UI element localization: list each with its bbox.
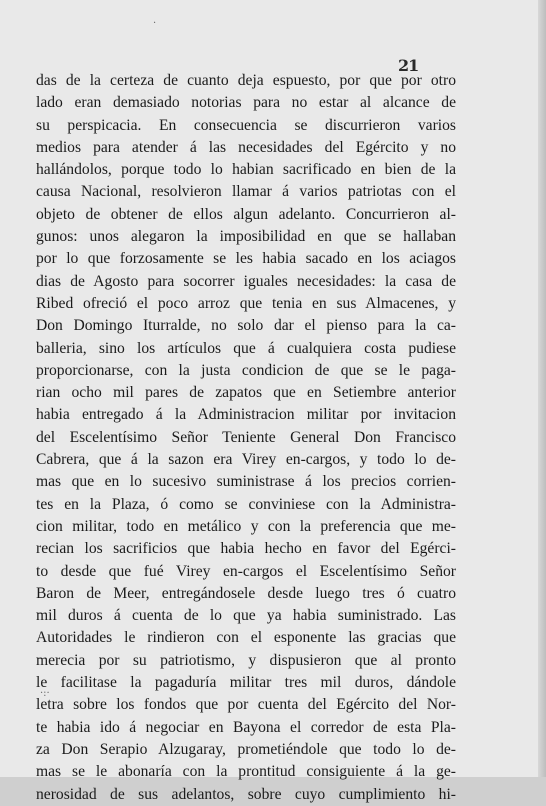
text-line: recian los sacrificios que habia hecho en favor del Egérci-	[36, 540, 456, 558]
text-line: za Don Serapio Alzugaray, prometiéndole que todo lo de-	[36, 740, 456, 758]
text-line: tes en la Plaza, ó como se conviniese con la Administra-	[36, 495, 456, 513]
text-line: gunos: unos alegaron la imposibilidad en que se hallaban	[36, 228, 456, 246]
text-line: dias de Agosto para socorrer iguales necesidades: la casa de	[36, 272, 456, 290]
text-line: te habia ido á negociar en Bayona el corredor de esta Pla-	[36, 718, 456, 736]
text-line: medios para atender á las necesidades del Egército y no	[36, 138, 456, 156]
paper-speck: ·:·	[40, 688, 50, 699]
text-line: merecia por su patriotismo, y dispusieron que al pronto	[36, 651, 456, 669]
text-line: Ribed ofreció el poco arroz que tenia en sus Almacenes, y	[36, 294, 456, 312]
text-line: objeto de obtener de ellos algun adelanto. Concurrieron al-	[36, 205, 456, 223]
text-line: das de la certeza de cuanto deja espuesto, por que por otro	[36, 72, 456, 89]
text-line: su perspicacia. En consecuencia se discurrieron varios	[36, 116, 456, 134]
text-line: mas se le abonaría con la prontitud consiguiente á la ge-	[36, 763, 456, 781]
text-line: le facilitase la pagaduría militar tres mil duros, dándole	[36, 674, 456, 692]
text-line: letra sobre los fondos que por cuenta del Egército del Nor-	[36, 696, 456, 714]
text-line: causa Nacional, resolvieron llamar á varios patriotas con el	[36, 183, 456, 201]
text-line: del Escelentísimo Señor Teniente General Don Francisco	[36, 428, 456, 446]
text-line: Baron de Meer, entregándosele desde luego tres ó cuatro	[36, 584, 456, 602]
text-line: balleria, sino los artículos que á cualquiera costa pudiese	[36, 339, 456, 357]
paper-speck: ·	[153, 18, 157, 29]
text-line: Don Domingo Iturralde, no solo dar el pienso para la ca-	[36, 317, 456, 335]
page-edge	[538, 0, 546, 777]
text-line: to desde que fué Virey en-cargos el Escelentísimo Señor	[36, 562, 456, 580]
text-line: Autoridades le rindieron con el esponente las gracias que	[36, 629, 456, 647]
text-line: habia entregado á la Administracion militar por invitacion	[36, 406, 456, 424]
text-line: nerosidad de sus adelantos, sobre cuyo cumplimiento hi-	[36, 785, 456, 803]
text-line: Cabrera, que á la sazon era Virey en-cargos, y todo lo de-	[36, 451, 456, 469]
text-line: proporcionarse, con la justa condicion de que se le paga-	[36, 361, 456, 379]
text-line: rian ocho mil pares de zapatos que en Setiembre anterior	[36, 384, 456, 402]
text-line: cion militar, todo en metálico y con la preferencia que me-	[36, 517, 456, 535]
text-line: por lo que forzosamente se les habia sacado en los aciagos	[36, 250, 456, 268]
text-line: hallándolos, porque todo lo habian sacrificado en bien de la	[36, 161, 456, 179]
page-number: 21	[398, 56, 419, 75]
text-line: lado eran demasiado notorias para no estar al alcance de	[36, 94, 456, 112]
text-line: mas que en lo sucesivo suministrase á los precios corrien-	[36, 473, 456, 491]
text-line: mil duros á cuenta de lo que ya habia suministrado. Las	[36, 607, 456, 625]
body-text	[36, 70, 456, 806]
